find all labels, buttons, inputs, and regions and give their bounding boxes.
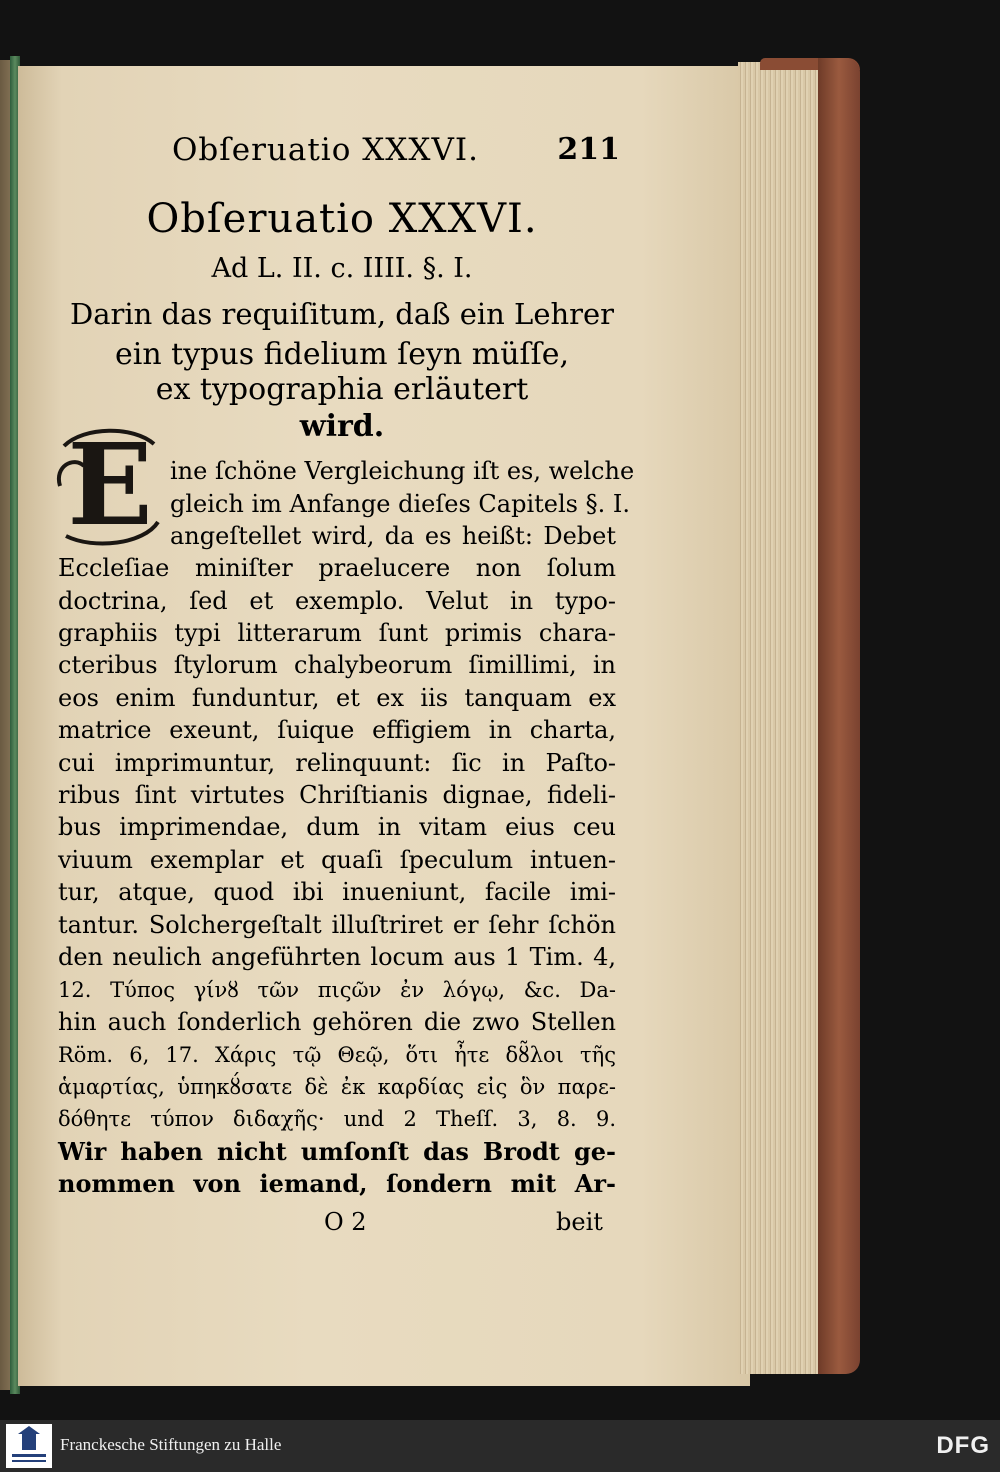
signature-mark: O 2 (324, 1208, 367, 1236)
body-line: ribus ſint virtutes Chriſtianis dignae, fideli- (58, 781, 616, 809)
body-line: eos enim funduntur, et ex iis tanquam ex (58, 684, 616, 712)
body-line: graphiis typi litterarum ſunt primis chara- (58, 619, 616, 647)
body-line: gleich im Anfange dieſes Capitels §. I. (170, 490, 630, 518)
viewer-footer (0, 1420, 1000, 1472)
heading-line-4: wird. (299, 409, 385, 444)
page-edges (738, 62, 822, 1374)
body-line: hin auch ſonderlich gehören die zwo Stellen (58, 1008, 616, 1036)
page-number: 211 (557, 132, 620, 167)
body-line: angeſtellet wird, da es heißt: Debet (170, 522, 616, 550)
institution-logo (6, 1424, 52, 1468)
body-line: matrice exeunt, ſuique effigiem in charta, (58, 716, 616, 744)
body-line: tantur. Solchergeſtalt illuſtriret er ſehr ſchön (58, 911, 616, 939)
institution-name[interactable]: Franckesche Stiftungen zu Halle (60, 1435, 282, 1454)
body-line: cui imprimuntur, relinquunt: ſic in Paſto- (58, 749, 616, 777)
body-line: Wir haben nicht umſonſt das Brodt ge- (58, 1137, 616, 1166)
drop-cap-initial: E (67, 420, 153, 551)
body-line: Röm. 6, 17. Χάρις τῷ Θεῷ, ὅτι ἦτε δȣ̃λοι τῆς (58, 1043, 616, 1067)
running-head-title: Obſeruatio XXXVI. (172, 132, 479, 168)
heading-line-3: ex typographia erläutert (155, 372, 529, 407)
body-line: ine ſchöne Vergleichung iſt es, welche (170, 457, 635, 485)
heading-line-1: Darin das requiſitum, daß ein Lehrer (69, 297, 615, 331)
body-line: viuum exemplar et quaſi ſpeculum intuen- (58, 846, 616, 874)
institution-logo-icon (6, 1424, 52, 1468)
body-line: cteribus ſtylorum chalybeorum ſimillimi, in (58, 651, 616, 679)
body-line: ἁμαρτίας, ὑπηκȣ́σατε δὲ ἐκ καρδίας εἰς ὃν παρε- (58, 1075, 616, 1099)
observation-reference: Ad L. II. c. IIII. §. I. (211, 253, 473, 284)
book-cover-edge (818, 58, 860, 1374)
body-line: doctrina, ſed et exemplo. Velut in typo- (58, 587, 616, 615)
body-line: bus imprimendae, dum in vitam eius ceu (58, 813, 616, 841)
body-line: tur, atque, quod ibi inueniunt, facile imi- (58, 878, 616, 906)
heading-line-2: ein typus fidelium ſeyn müſſe, (114, 337, 570, 372)
running-head (58, 132, 626, 172)
dfg-logo[interactable]: DFG (936, 1432, 990, 1459)
body-line: δόθητε τύπον διδαχῆς· und 2 Theſſ. 3, 8. 9. (58, 1107, 616, 1131)
body-line: nommen von iemand, ſondern mit Ar- (58, 1169, 616, 1198)
body-line: Eccleſiae miniſter praelucere non ſolum (58, 554, 616, 582)
body-line: 12. Τύπος γίνȣ τῶν πιςῶν ἐν λόγῳ, &c. Da- (58, 978, 616, 1002)
observation-title: Obſeruatio XXXVI. (146, 196, 538, 242)
body-line: den neulich angeführten locum aus 1 Tim. 4, (58, 943, 616, 971)
catchword: beit (556, 1208, 603, 1236)
